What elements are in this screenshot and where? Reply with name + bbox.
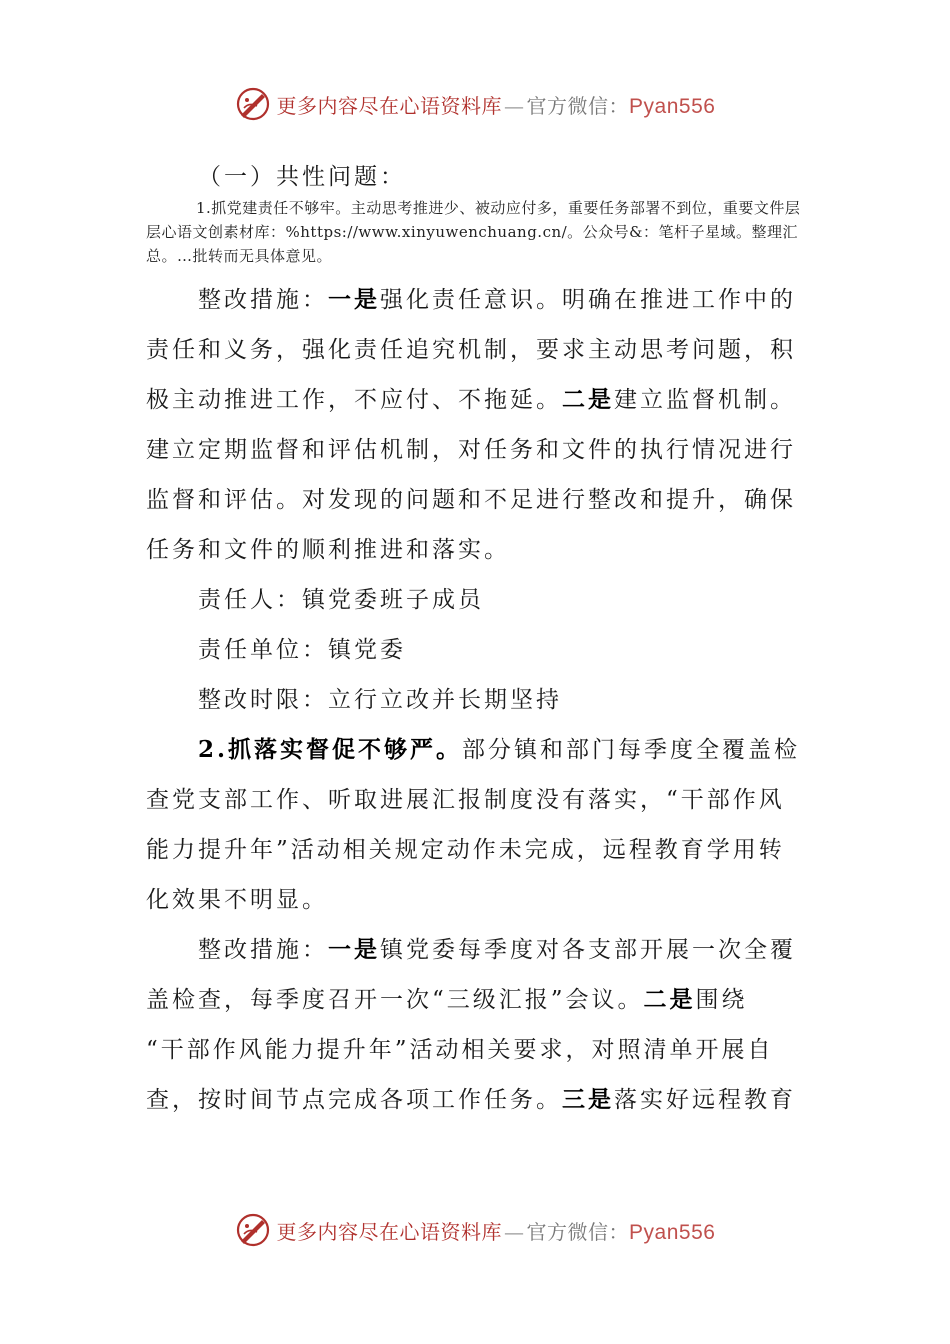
measure-2-line-2: 盖检查，每季度召开一次“三级汇报”会议。二是围绕 [146, 986, 748, 1013]
item-2-line-3: 能力提升年”活动相关规定动作未完成，远程教育学用转 [146, 837, 785, 863]
measure-1-line-4: 建立定期监督和评估机制，对任务和文件的执行情况进行 [146, 437, 796, 463]
measure-1-line-1: 整改措施：一是强化责任意识。明确在推进工作中的 [198, 286, 796, 313]
measure-2-line-3: “干部作风能力提升年”活动相关要求，对照清单开展自 [146, 1037, 774, 1063]
footer-banner [0, 1210, 950, 1250]
measure-1-line-6: 任务和文件的顺利推进和落实。 [146, 537, 510, 563]
measure-1-line-2: 责任和义务，强化责任追究机制，要求主动思考问题，积 [146, 337, 796, 363]
responsible-unit: 责任单位：镇党委 [198, 637, 406, 663]
responsible-person: 责任人：镇党委班子成员 [198, 587, 484, 613]
header-banner [0, 84, 950, 124]
measure-2-line-1: 整改措施：一是镇党委每季度对各支部开展一次全覆 [198, 936, 796, 963]
measure-1-line-5: 监督和评估。对发现的问题和不足进行整改和提升，确保 [146, 487, 796, 513]
pen-logo-icon [235, 86, 271, 122]
item-2-line-2: 查党支部工作、听取进展汇报制度没有落实，“干部作风 [146, 787, 785, 813]
pen-logo-icon [235, 1212, 271, 1248]
measure-1-line-3: 极主动推进工作，不应付、不拖延。二是建立监督机制。 [146, 386, 796, 413]
item-1-text: 1.抓党建责任不够牢。主动思考推进少、被动应付多，重要任务部署不到位，重要文件层层心语文创素材库：%https://www.xinyuwenchuang.cn/。公众号&：笔杆子星域。整理汇总。…批转而无具体意见。 [146, 199, 801, 265]
banner-text: 更多内容尽在心语资料库 — 官方微信：Pyan556 [276, 93, 716, 118]
item-2-line-1: 2.抓落实督促不够严。部分镇和部门每季度全覆盖检 [198, 736, 801, 763]
measure-2-line-4: 查，按时间节点完成各项工作任务。三是落实好远程教育 [146, 1086, 796, 1113]
item-2-line-4: 化效果不明显。 [146, 887, 328, 913]
section-heading: （一）共性问题： [198, 164, 406, 190]
banner-text: 更多内容尽在心语资料库 — 官方微信：Pyan556 [276, 1219, 716, 1244]
deadline: 整改时限：立行立改并长期坚持 [198, 687, 562, 713]
